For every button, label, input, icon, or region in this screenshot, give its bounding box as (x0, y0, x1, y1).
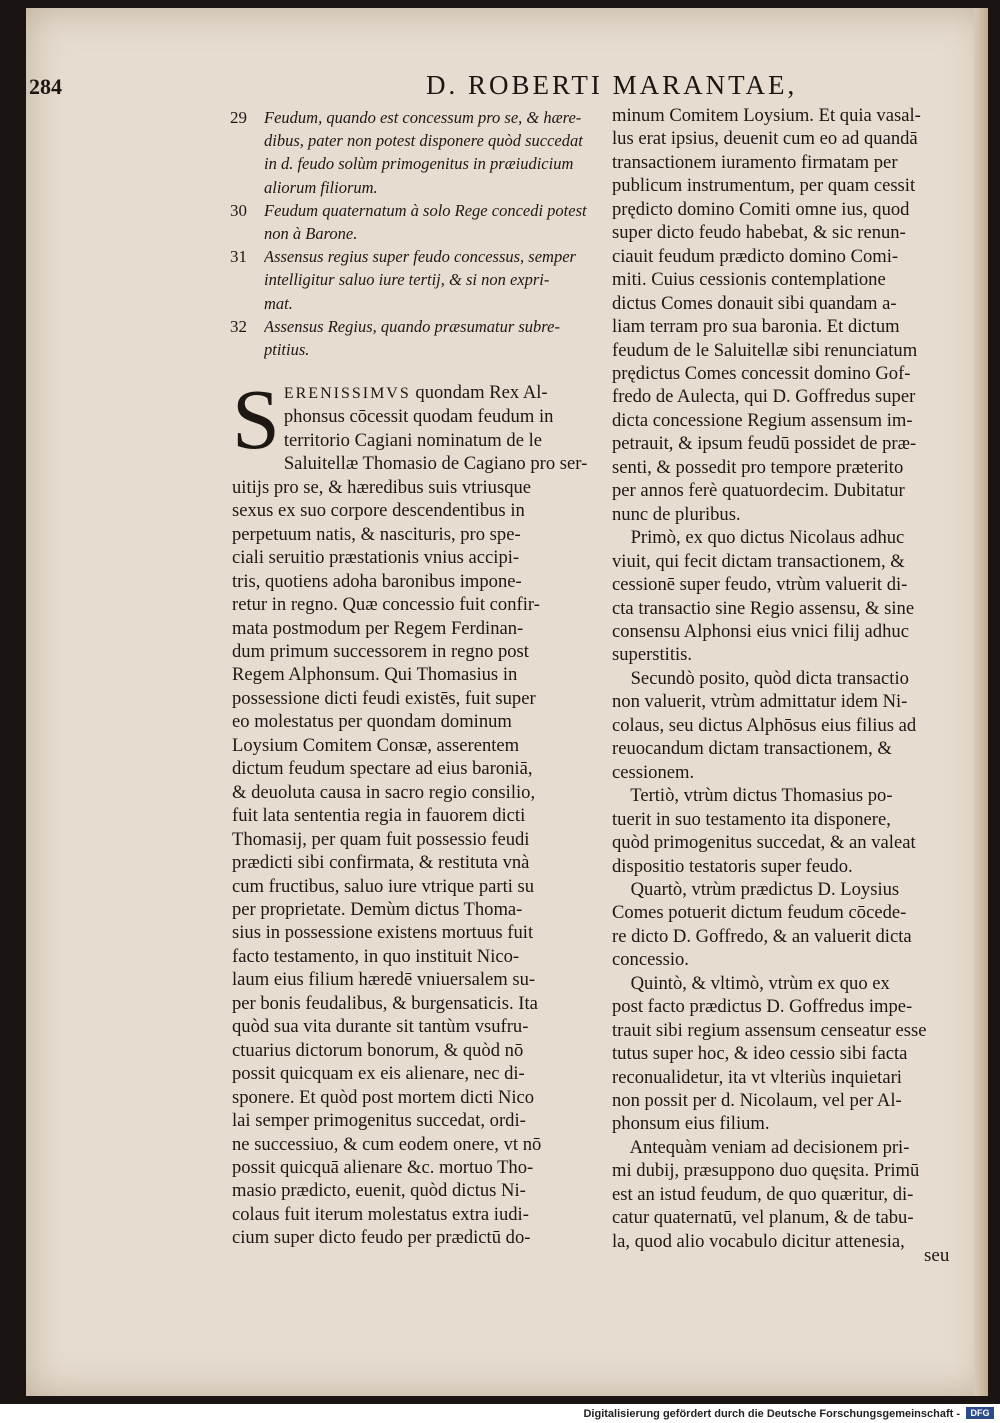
text-line: lus erat ipsius, deuenit cum eo ad quandā (612, 128, 918, 150)
summary-line: Feudum quaternatum à solo Rege concedi potest (264, 200, 587, 220)
summary-item (230, 199, 590, 245)
text-line: colaus fuit iterum molestatus extra iudi- (232, 1203, 529, 1225)
text-line: prædicti sibi confirmata, & restituta vnà (232, 852, 530, 874)
text-line: dictum feudum spectare ad eius baroniā, (232, 758, 533, 780)
text-line: phonsus cōcessit quodam feudum in (283, 406, 554, 428)
text-line: prędictus Comes concessit domino Gof- (612, 362, 911, 384)
summary-number: 29 (230, 108, 247, 127)
text-line: masio prædicto, euenit, quòd dictus Ni- (232, 1180, 526, 1202)
text-line: & deuoluta causa in sacro regio consilio, (232, 781, 536, 803)
page-edge (974, 8, 988, 1396)
catchword: seu (924, 1245, 950, 1266)
text-line: perpetuum natis, & nascituris, pro spe- (232, 523, 521, 545)
text-line: publicum instrumentum, per quam cessit (612, 175, 916, 197)
text-line: prędicto domino Comiti omne ius, quod (612, 198, 910, 220)
page-header (26, 66, 988, 98)
summary-item (230, 106, 590, 199)
text-line: Tertiò, vtrùm dictus Thomasius po- (612, 785, 893, 807)
text-line: ciali seruitio præstationis vnius accipi- (232, 547, 520, 569)
summary-number: 30 (230, 200, 247, 220)
summary-number: 32 (230, 316, 247, 336)
text-line: dum primum successorem in regno post (232, 640, 529, 662)
drop-capital: S (232, 371, 280, 467)
main-text-right-column (612, 104, 960, 1253)
summary-line: aliorum filiorum. (264, 177, 378, 197)
text-line: concessio. (612, 949, 689, 971)
text-line: mata postmodum per Regem Ferdinan- (232, 617, 524, 639)
summary-line: in d. feudo solùm primogenitus in præiudicium (264, 154, 574, 174)
first-line-caps: ERENISSIMVS (283, 385, 411, 402)
dfg-logo-icon: DFG (966, 1407, 994, 1419)
text-line: super dicto feudo habebat, & sic renun- (612, 222, 906, 244)
text-line (284, 381, 594, 405)
text-line: colaus, seu dictus Alphōsus eius filius ad (612, 714, 917, 736)
text-line: fuit lata sententia regia in fauorem dicti (232, 805, 526, 827)
text-line: transactionem iuramento firmatam per (612, 151, 898, 173)
text-line: minum Comitem Loysium. Et quia vasal- (612, 105, 921, 126)
text-line: per bonis feudalibus, & burgensaticis. Ita (232, 992, 538, 1014)
footer-text: Digitalisierung gefördert durch die Deutsche Forschungsgemeinschaft - (583, 1408, 960, 1420)
page-number: 284 (29, 74, 62, 99)
text-line: cum fructibus, saluo iure vtrique parti su (232, 875, 535, 897)
text-line: Secundò posito, quòd dicta transactio (612, 667, 909, 689)
text-line: est an istud feudum, de quo quæritur, di- (612, 1183, 914, 1205)
text-line: consensu Alphonsi eius vnici filij adhuc (612, 620, 909, 642)
text-line: territorio Cagiani nominatum de le (283, 429, 543, 451)
text-line: facto testamento, in quo instituit Nico- (232, 945, 520, 967)
text-line: re dicto D. Goffredo, & an valuerit dicta (612, 925, 912, 947)
text-line: tutus super hoc, & ideo cessio sibi facta (612, 1043, 908, 1065)
text-line: lai semper primogenitus succedat, ordi- (232, 1110, 526, 1132)
text-line: per proprietate. Demùm dictus Thoma- (232, 898, 523, 920)
book-page (26, 8, 988, 1396)
text-line: superstitis. (612, 644, 693, 666)
text-line: Thomasij, per quam fuit possessio feudi (232, 828, 530, 850)
text-line: viuit, qui fecit dictam transactionem, & (612, 550, 905, 572)
summary-line: Assensus Regius, quando præsumatur subre- (264, 316, 560, 336)
text-line: ne successiuo, & cum eodem onere, vt nō (232, 1133, 542, 1155)
text-line: Quintò, & vltimò, vtrùm ex quo ex (612, 972, 890, 994)
text-line: ciauit feudum prædicto domino Comi- (612, 245, 899, 267)
text-line: miti. Cuius cessionis contemplatione (612, 269, 886, 291)
text-line: sius in possessione existens mortuus fuit (232, 922, 534, 944)
summary-list (230, 106, 590, 361)
summary-line: non à Barone. (264, 224, 358, 244)
text-line: dispositio testatoris super feudo. (612, 855, 853, 877)
text-line: sponere. Et quòd post mortem dicti Nico (232, 1086, 535, 1108)
text-line: retur in regno. Quæ concessio fuit confir- (232, 594, 540, 616)
text-line: cium super dicto feudo per prædictū do- (232, 1227, 531, 1249)
text-line: possit quicquā alienare &c. mortuo Tho- (232, 1156, 534, 1178)
text-line: nunc de pluribus. (612, 503, 741, 525)
running-title: D. ROBERTI MARANTAE, (426, 70, 798, 100)
summary-item (230, 315, 590, 361)
text-line: dictus Comes donauit sibi quandam a- (612, 292, 897, 314)
text-line: cta transactio sine Regio assensu, & sine (612, 597, 915, 619)
text-line: dicta concessione Regium assensum im- (612, 409, 913, 431)
main-text-left-column (232, 371, 594, 1250)
summary-line: ptitius. (264, 340, 310, 360)
text-line: tris, quotiens adoha baronibus impone- (232, 570, 522, 592)
text-line: possessione dicti feudi existēs, fuit super (232, 687, 536, 709)
text-line: trauit sibi regium assensum censeatur esse (612, 1019, 927, 1041)
text-line: ctuarius dictorum bonorum, & quòd nō (232, 1039, 524, 1061)
summary-item (230, 245, 590, 315)
text-line: eo molestatus per quondam dominum (232, 711, 512, 733)
text-line: non possit per d. Nicolaum, vel per Al- (612, 1090, 902, 1112)
text-line: reconualidetur, ita vt vlteriùs inquietari (612, 1066, 902, 1088)
text-line: petrauit, & ipsum feudū possidet de præ- (612, 433, 917, 455)
summary-line: mat. (264, 293, 293, 313)
text-line: Regem Alphonsum. Qui Thomasius in (232, 664, 518, 686)
text-line: fredo de Aulecta, qui D. Goffredus super (612, 386, 916, 408)
text-line: sexus ex suo corpore descendentibus in (232, 500, 525, 522)
text-line: liam terram pro sua baronia. Et dictum (612, 316, 900, 338)
text-line: Saluitellæ Thomasio de Cagiano pro ser- (283, 453, 588, 475)
digitization-footer (0, 1404, 1000, 1423)
text-line: possit quicquam ex eis alienare, nec di- (232, 1063, 525, 1085)
text-line: post facto prædictus D. Goffredus impe- (612, 996, 913, 1018)
text-line: mi dubij, præsuppono duo quęsita. Primū (612, 1160, 920, 1182)
text-line: Primò, ex quo dictus Nicolaus adhuc (612, 527, 905, 549)
text-line: Quartò, vtrùm prædictus D. Loysius (612, 878, 900, 900)
text-line: reuocandum dictam transactionem, & (612, 738, 892, 760)
text-line: uitijs pro se, & hæredibus suis vtriusque (232, 476, 532, 498)
text-line: tuerit in suo testamento ita disponere, (612, 808, 891, 830)
text-line: cessionē super feudo, vtrùm valuerit di- (612, 574, 908, 596)
summary-line: Feudum, quando est concessum pro se, & hære- (264, 108, 582, 127)
text-line: la, quod alio vocabulo dicitur attenesia, (612, 1230, 905, 1252)
summary-number: 31 (230, 247, 247, 267)
text-line: feudum de le Saluitellæ sibi renunciatum (612, 339, 918, 361)
summary-line: dibus, pater non potest disponere quòd succedat (264, 131, 583, 151)
first-line-rest: quondam Rex Al- (410, 382, 548, 403)
text-line: quòd sua vita durante sit tantùm vsufru- (232, 1016, 529, 1038)
text-line: phonsum eius filium. (612, 1113, 770, 1135)
summary-line: intelligitur saluo iure tertij, & si non expri- (264, 270, 550, 290)
text-line: Comes potuerit dictum feudum cōcede- (612, 902, 907, 924)
text-line: senti, & possedit pro tempore præterito (612, 456, 904, 478)
text-line: cessionem. (612, 761, 695, 783)
text-line: Loysium Comitem Consæ, asserentem (232, 734, 520, 756)
text-line: per annos ferè quatuordecim. Dubitatur (612, 480, 905, 502)
summary-line: Assensus regius super feudo concessus, semper (264, 247, 576, 267)
text-line: laum eius filium hæredē vniuersalem su- (232, 969, 536, 991)
text-line: non valuerit, vtrùm admittatur idem Ni- (612, 691, 908, 713)
text-line: quòd primogenitus succedat, & an valeat (612, 832, 916, 854)
text-line: catur quaternatū, vel planum, & de tabu- (612, 1207, 914, 1229)
text-line: Antequàm veniam ad decisionem pri- (612, 1136, 910, 1158)
